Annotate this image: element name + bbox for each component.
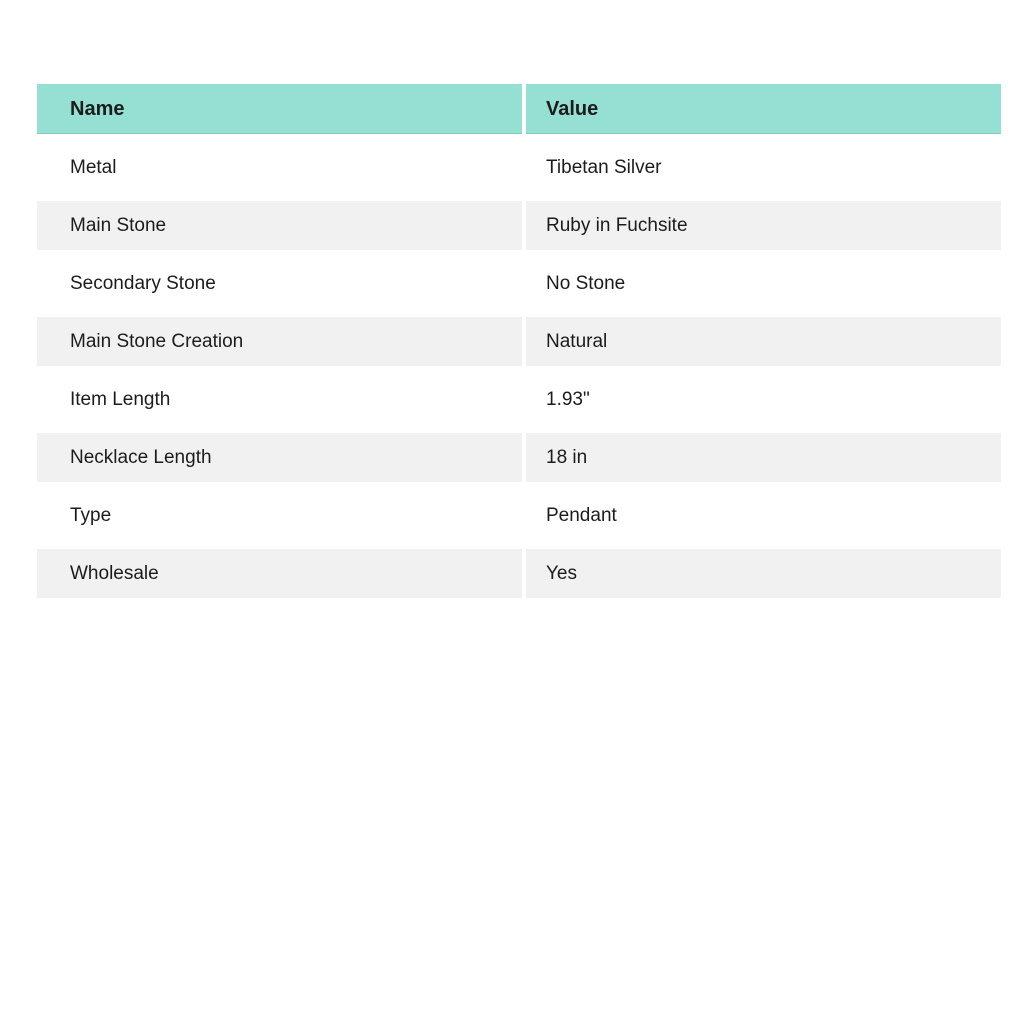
attribute-value-cell: Pendant — [526, 491, 1001, 540]
attribute-value-cell: No Stone — [526, 259, 1001, 308]
attribute-name-cell: Necklace Length — [37, 433, 522, 482]
attribute-value-cell: 18 in — [526, 433, 1001, 482]
table-row — [37, 549, 1001, 598]
column-header-value: Value — [526, 84, 1001, 134]
attribute-name-cell: Type — [37, 491, 522, 540]
attribute-value-cell: 1.93" — [526, 375, 1001, 424]
product-attributes-table — [37, 84, 1001, 598]
attribute-name-cell: Main Stone Creation — [37, 317, 522, 366]
attribute-name-cell: Main Stone — [37, 201, 522, 250]
attribute-value-cell: Yes — [526, 549, 1001, 598]
attribute-name-cell: Metal — [37, 143, 522, 192]
column-header-name: Name — [37, 84, 522, 134]
attribute-value-cell: Tibetan Silver — [526, 143, 1001, 192]
attribute-name-cell: Secondary Stone — [37, 259, 522, 308]
table-body — [37, 143, 1001, 598]
table-header-row — [37, 84, 1001, 134]
table-row — [37, 317, 1001, 366]
attribute-name-cell: Item Length — [37, 375, 522, 424]
table-row — [37, 491, 1001, 540]
attribute-value-cell: Natural — [526, 317, 1001, 366]
table-row — [37, 259, 1001, 308]
table-row — [37, 433, 1001, 482]
attribute-name-cell: Wholesale — [37, 549, 522, 598]
table-row — [37, 143, 1001, 192]
table-row — [37, 201, 1001, 250]
table-row — [37, 375, 1001, 424]
attribute-value-cell: Ruby in Fuchsite — [526, 201, 1001, 250]
